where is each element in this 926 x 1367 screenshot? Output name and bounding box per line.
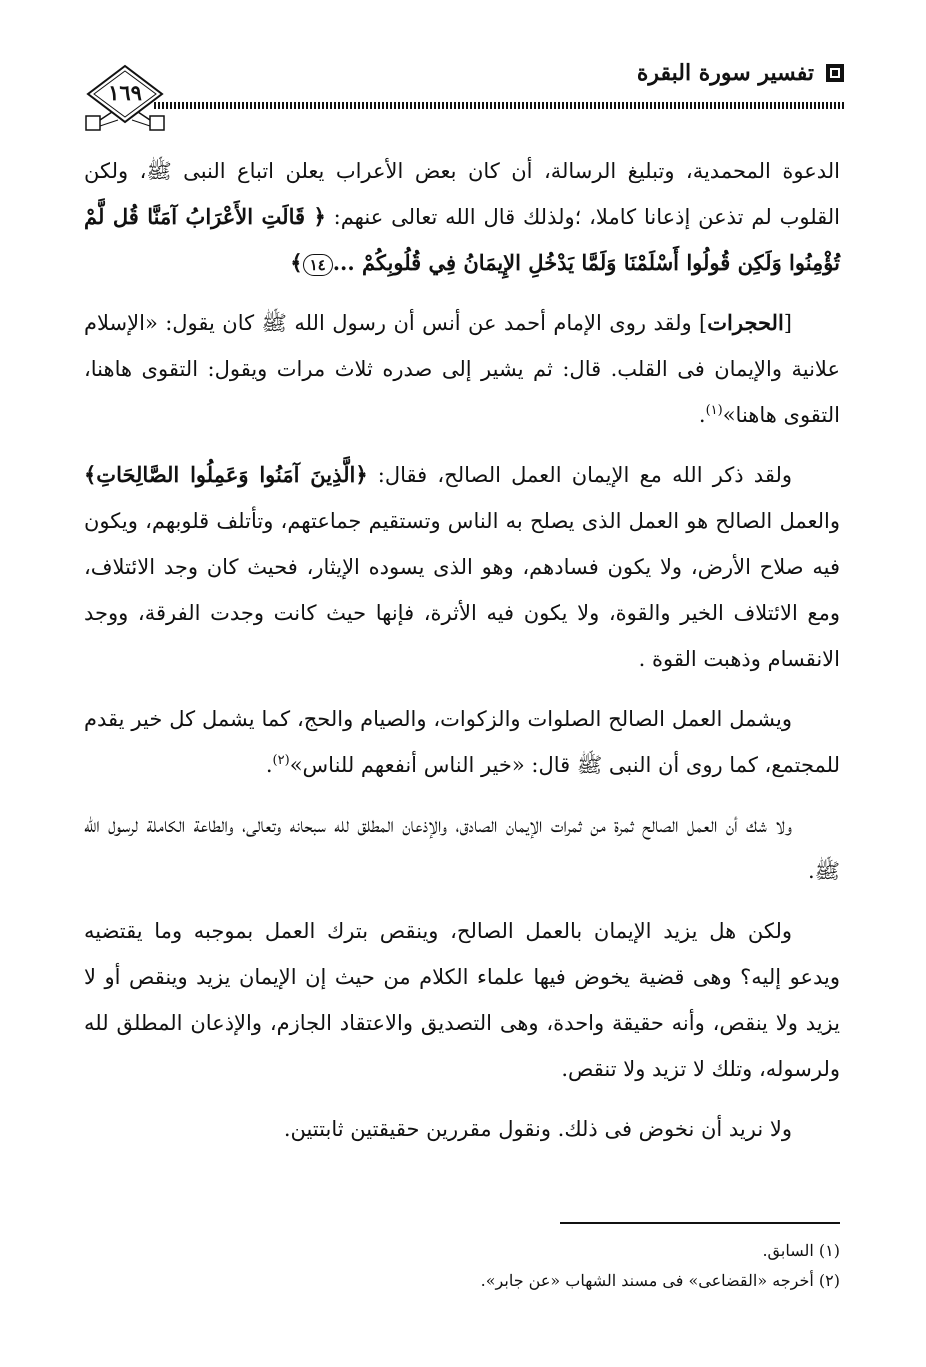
ayah-number: ١٤ — [303, 254, 333, 276]
page-header — [72, 52, 846, 140]
running-title-text: تفسير سورة البقرة — [636, 60, 814, 86]
paragraph — [84, 452, 840, 682]
footnote-ref: (٢) — [272, 753, 290, 768]
text-segment: [ — [783, 311, 792, 335]
text-segment: . — [698, 403, 706, 427]
header-rule — [154, 102, 846, 109]
text-segment: والعمل الصالح هو العمل الذى يصلح به الناس وتستقيم جماعتهم، وتأتلف قلوبهم، ويكون فيه صلاح الأرض، ولا يكون فسادهم، وهو الذى يسوده الإيثار، فحيث كان وجد الائتلاف، ومع الائتلاف الخير والقوة، ولا يكون فيه الأثرة، فإنها حيث كانت وجدت الفرقة، ووجد الانقسام وذهبت القوة . — [84, 509, 840, 671]
ornament-icon — [824, 62, 846, 84]
quran-quote: ﴾ — [290, 250, 303, 275]
page-number: ١٦٩ — [108, 80, 142, 105]
paragraph — [84, 908, 840, 1092]
running-title — [637, 60, 846, 86]
paragraph — [84, 148, 840, 286]
paragraph — [84, 1106, 840, 1152]
footnote: (١) السابق. — [762, 1241, 840, 1260]
paragraph — [84, 696, 840, 788]
footnote: (٢) أخرجه «القضاعى» فى مسند الشهاب «عن جابر». — [480, 1271, 840, 1290]
text-segment: ولكن هل يزيد الإيمان بالعمل الصالح، وينقص بترك العمل بموجبه وما يقتضيه ويدعو إليه؟ وهى قضية يخوض فيها علماء الكلام من حيث إن الإيمان يزيد وينقص أو لا يزيد ولا ينقص، وأنه حقيقة واحدة، وهى التصديق والاعتقاد الجازم، والإذعان المطلق لله ولرسوله، وتلك لا تزيد ولا تنقص. — [84, 919, 840, 1081]
paragraph — [84, 802, 840, 894]
text-segment: . — [265, 753, 273, 777]
text-segment: ] ولقد روى الإمام أحمد عن أنس أن رسول الله ﷺ كان يقول: «الإسلام علانية والإيمان فى القلب. قال: ثم يشير إلى صدره ثلاث مرات ويقول: التقوى هاهنا، التقوى هاهنا» — [84, 311, 840, 427]
paragraph — [84, 300, 840, 438]
text-segment: ولا نريد أن نخوض فى ذلك. ونقول مقررين حقيقتين ثابتتين. — [283, 1117, 792, 1141]
quran-quote: الحجرات — [707, 310, 784, 335]
text-segment: ويشمل العمل الصالح الصلوات والزكوات، والصيام والحج، كما يشمل كل خير يقدم للمجتمع، كما روى أن النبى ﷺ قال: «خير الناس أنفعهم للناس» — [84, 707, 840, 777]
footnotes — [84, 1236, 840, 1296]
footnote-separator — [560, 1222, 840, 1224]
text-segment: الدعوة المحمدية، وتبليغ الرسالة، أن كان بعض الأعراب يعلن اتباع النبى ﷺ، ولكن القلوب لم تذعن إذعانا كاملا، ؛ولذلك قال الله تعالى عنهم: — [84, 159, 840, 229]
text-segment: ولا شك أن العمل الصالح ثمرة من ثمرات الإيمان الصادق، والإذعان المطلق لله سبحانه وتعالى، والطاعة الكاملة لرسول الله ﷺ. — [84, 813, 840, 883]
main-text — [84, 148, 840, 1166]
footnote-ref: (١) — [705, 403, 723, 418]
quran-quote: ﴿الَّذِينَ آمَنُوا وَعَمِلُوا الصَّالِحَاتِ﴾ — [84, 462, 368, 487]
quran-quote: ﴿ قَالَتِ الأَعْرَابُ آمَنَّا قُل لَّمْ تُؤْمِنُوا وَلَكِن قُولُوا أَسْلَمْنَا وَلَمَّا يَدْخُلِ الإِيمَانُ فِي قُلُوبِكُمْ ... — [84, 204, 840, 275]
text-segment: ولقد ذكر الله مع الإيمان العمل الصالح، فقال: — [367, 463, 792, 487]
